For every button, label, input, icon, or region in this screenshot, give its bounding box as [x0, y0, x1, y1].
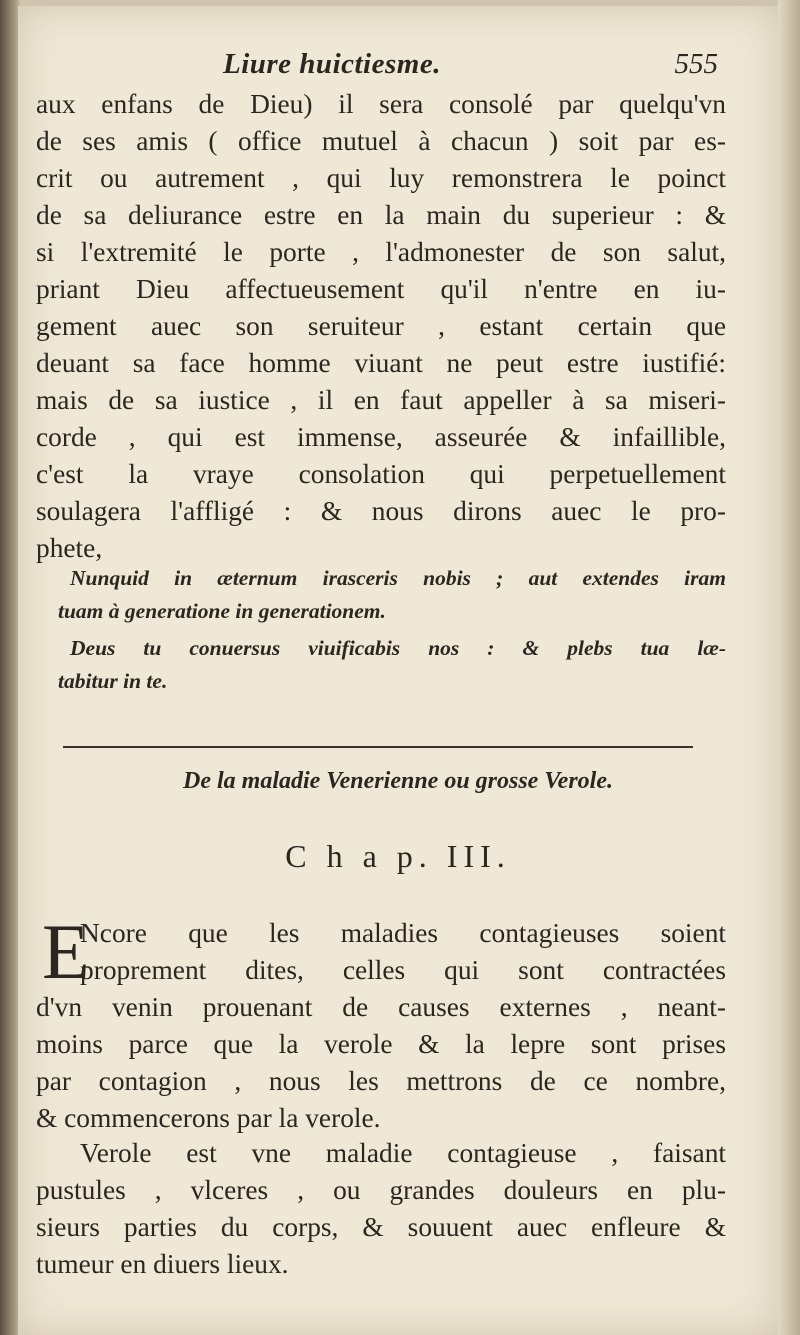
- text-line: d'vn venin prouenant de causes externes , neant-: [36, 992, 726, 1022]
- text-line: & commencerons par la verole.: [36, 1103, 381, 1133]
- text-line: de ses amis ( office mutuel à chacun ) soit par es-: [36, 126, 726, 156]
- latin-quote-2: [58, 632, 726, 698]
- page-edge-shadow: [778, 0, 800, 1335]
- text-line: c'est la vraye consolation qui perpetuellement: [36, 459, 726, 489]
- latin-quote-1: [58, 562, 726, 628]
- paragraph-verole-definition: [36, 1135, 726, 1283]
- text-line: aux enfans de Dieu) il sera consolé par quelqu'vn: [36, 89, 726, 119]
- text-line: deuant sa face homme viuant ne peut estre iustifié:: [36, 348, 726, 378]
- text-line: si l'extremité le porte , l'admonester de son salut,: [36, 237, 726, 267]
- text-line: moins parce que la verole & la lepre sont prises: [36, 1029, 726, 1059]
- text-line: Ncore que les maladies contagieuses soient: [80, 918, 726, 948]
- text-line: corde , qui est immense, asseurée & infaillible,: [36, 422, 726, 452]
- text-line: pustules , vlceres , ou grandes douleurs en plu-: [36, 1175, 726, 1205]
- quote-line: Deus tu conuersus viuificabis nos : & plebs tua læ-: [70, 636, 726, 660]
- text-line: crit ou autrement , qui luy remonstrera le poinct: [36, 163, 726, 193]
- chapter-title: De la maladie Venerienne ou grosse Verole.: [183, 768, 613, 794]
- text-line: proprement dites, celles qui sont contractées: [80, 955, 726, 985]
- drop-cap: E: [42, 908, 90, 995]
- chapter-number: C h a p. III.: [285, 838, 511, 874]
- text-line: tumeur en diuers lieux.: [36, 1249, 289, 1279]
- quote-line: tuam à generatione in generationem.: [58, 599, 386, 623]
- page-number: 555: [674, 48, 718, 80]
- text-line: soulagera l'affligé : & nous dirons auec le pro-: [36, 496, 726, 526]
- quote-line: Nunquid in æternum irasceris nobis ; aut extendes iram: [70, 566, 726, 590]
- text-line: par contagion , nous les mettrons de ce nombre,: [36, 1066, 726, 1096]
- paragraph-consolation: [36, 86, 726, 567]
- paragraph-contagious-diseases: [36, 908, 726, 1137]
- text-line: de sa deliurance estre en la main du superieur : &: [36, 200, 726, 230]
- quote-line: tabitur in te.: [58, 669, 168, 693]
- text-line: mais de sa iustice , il en faut appeller à sa miseri-: [36, 385, 726, 415]
- running-title: Liure huictiesme.: [223, 48, 441, 80]
- text-line: sieurs parties du corps, & souuent auec enfleure &: [36, 1212, 726, 1242]
- text-line: Verole est vne maladie contagieuse , faisant: [80, 1138, 726, 1168]
- section-divider: [63, 746, 693, 748]
- text-line: priant Dieu affectueusement qu'il n'entre en iu-: [36, 274, 726, 304]
- text-line: gement auec son seruiteur , estant certain que: [36, 311, 726, 341]
- book-page: [18, 6, 778, 1335]
- page-header: [18, 42, 778, 82]
- text-line: phete,: [36, 533, 103, 563]
